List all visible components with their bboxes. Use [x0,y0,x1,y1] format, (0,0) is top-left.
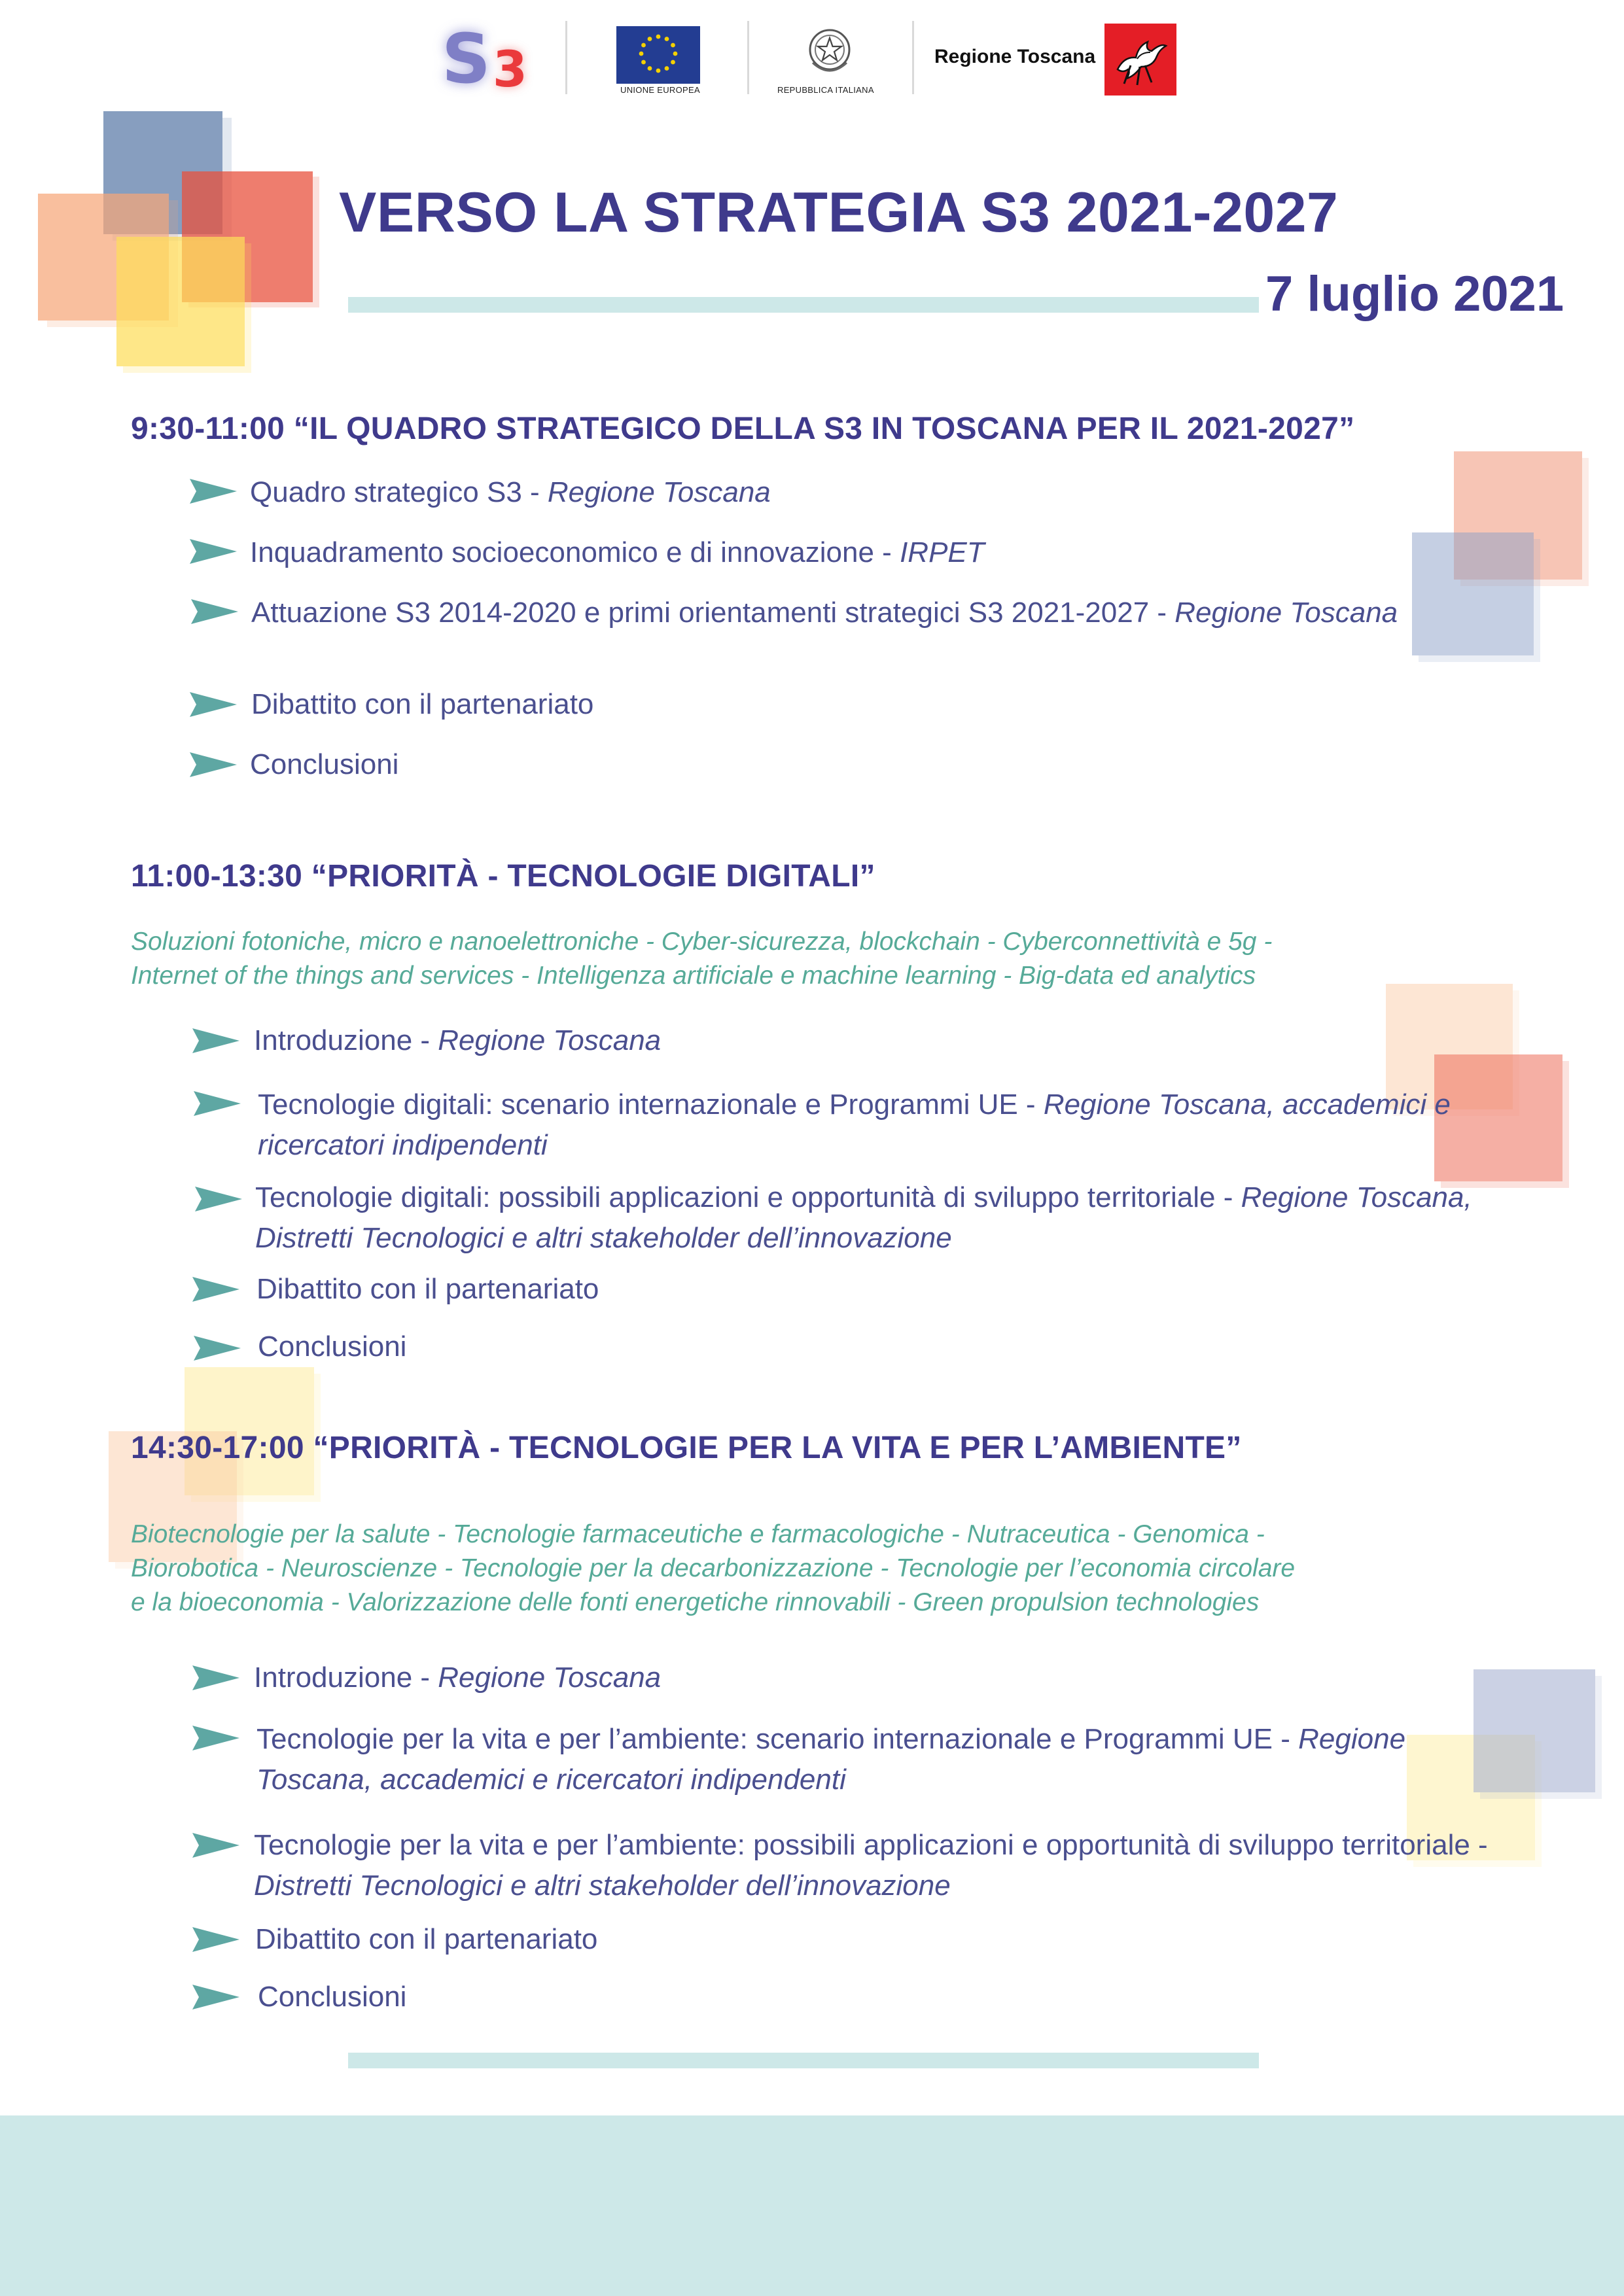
bullet-arrow-icon [192,1664,239,1692]
agenda-item: Dibattito con il partenariato [256,1273,599,1305]
agenda-item: Introduzione - Regione Toscana [254,1024,662,1056]
s3-logo-number: 3 [493,40,527,98]
agenda-item: Inquadramento socioeconomico e di innovazione - IRPET [250,536,985,568]
session-title: 9:30-11:00 “IL QUADRO STRATEGICO DELLA S3 IN TOSCANA PER IL 2021-2027” [131,411,1355,446]
bullet-arrow-icon [190,751,237,778]
bullet-arrow-icon [190,538,237,565]
session-title: 14:30-17:00 “PRIORITÀ - TECNOLOGIE PER LA VITA E PER L’AMBIENTE” [131,1431,1242,1465]
agenda-item: Conclusioni [258,1331,407,1363]
agenda-item: Attuazione S3 2014-2020 e primi orientamenti strategici S3 2021-2027 - Regione Toscana [251,597,1398,629]
eu-caption: UNIONE EUROPEA [620,85,700,95]
bullet-arrow-icon [194,1090,241,1117]
s3-logo-letter: S [442,19,491,99]
bullet-arrow-icon [192,1983,239,2011]
italian-republic-emblem-icon [803,24,856,80]
session-topics [131,925,1583,993]
agenda-item: Quadro strategico S3 - Regione Toscana [250,476,771,508]
agenda-item: Conclusioni [258,1981,407,2013]
session-title: 11:00-13:30 “PRIORITÀ - TECNOLOGIE DIGITALI” [131,859,875,894]
bullet-arrow-icon [192,1276,239,1303]
topics-line: Biotecnologie per la salute - Tecnologie farmaceutiche e farmacologiche - Nutraceutica - Genomica - [131,1520,1265,1548]
bullet-arrow-icon [192,1832,239,1859]
agenda-item: Conclusioni [250,748,399,780]
bullet-arrow-icon [190,691,237,718]
region-name: Regione Toscana [934,46,1096,67]
bullet-arrow-icon [194,1334,241,1362]
event-date: 7 luglio 2021 [1265,266,1564,322]
bullet-arrow-icon [191,598,238,625]
bullet-arrow-icon [195,1185,242,1213]
footer-band [0,2115,1624,2296]
agenda-item: Tecnologie per la vita e per l’ambiente: scenario internazionale e Programmi UE - Regione Toscana, accademici e ricercatori indipendenti [256,1723,1406,1796]
agenda-item: Dibattito con il partenariato [255,1923,598,1955]
pegasus-logo-icon [1104,24,1176,96]
logo-divider [747,21,749,94]
session-topics [131,1518,1597,1620]
agenda-item: Dibattito con il partenariato [251,688,594,720]
page-title: VERSO LA STRATEGIA S3 2021-2027 [339,181,1339,244]
bullet-arrow-icon [192,1926,239,1953]
topics-line: Internet of the things and services - Intelligenza artificiale e machine learning - Big-data ed analytics [131,962,1256,990]
title-underline [348,297,1259,313]
decor-square [116,237,245,366]
agenda-item: Tecnologie digitali: scenario internazionale e Programmi UE - Regione Toscana, accademici e ricercatori indipendenti [258,1088,1451,1161]
agenda-item: Introduzione - Regione Toscana [254,1661,662,1694]
s3-logo [442,20,540,98]
bullet-arrow-icon [190,478,237,505]
eu-flag-icon [616,26,700,84]
agenda-item: Tecnologie digitali: possibili applicazioni e opportunità di sviluppo territoriale - Regione Toscana, Distretti Tecnologici e altri stakeholder dell’innovazione [255,1181,1472,1254]
bullet-arrow-icon [192,1724,239,1752]
logo-bar [0,0,1624,111]
bottom-divider [348,2053,1259,2068]
bullet-arrow-icon [192,1027,239,1054]
italy-caption: REPUBBLICA ITALIANA [777,85,874,95]
topics-line: e la bioeconomia - Valorizzazione delle fonti energetiche rinnovabili - Green propulsion technologies [131,1588,1260,1616]
logo-divider [912,21,914,94]
topics-line: Soluzioni fotoniche, micro e nanoelettroniche - Cyber-sicurezza, blockchain - Cyberconnettività e 5g - [131,928,1273,956]
topics-line: Biorobotica - Neuroscienze - Tecnologie per la decarbonizzazione - Tecnologie per l’economia circolare [131,1554,1296,1582]
logo-divider [565,21,567,94]
agenda-item: Tecnologie per la vita e per l’ambiente: possibili applicazioni e opportunità di sviluppo territoriale - Distretti Tecnologici e altri stakeholder dell’innovazione [254,1829,1488,1902]
